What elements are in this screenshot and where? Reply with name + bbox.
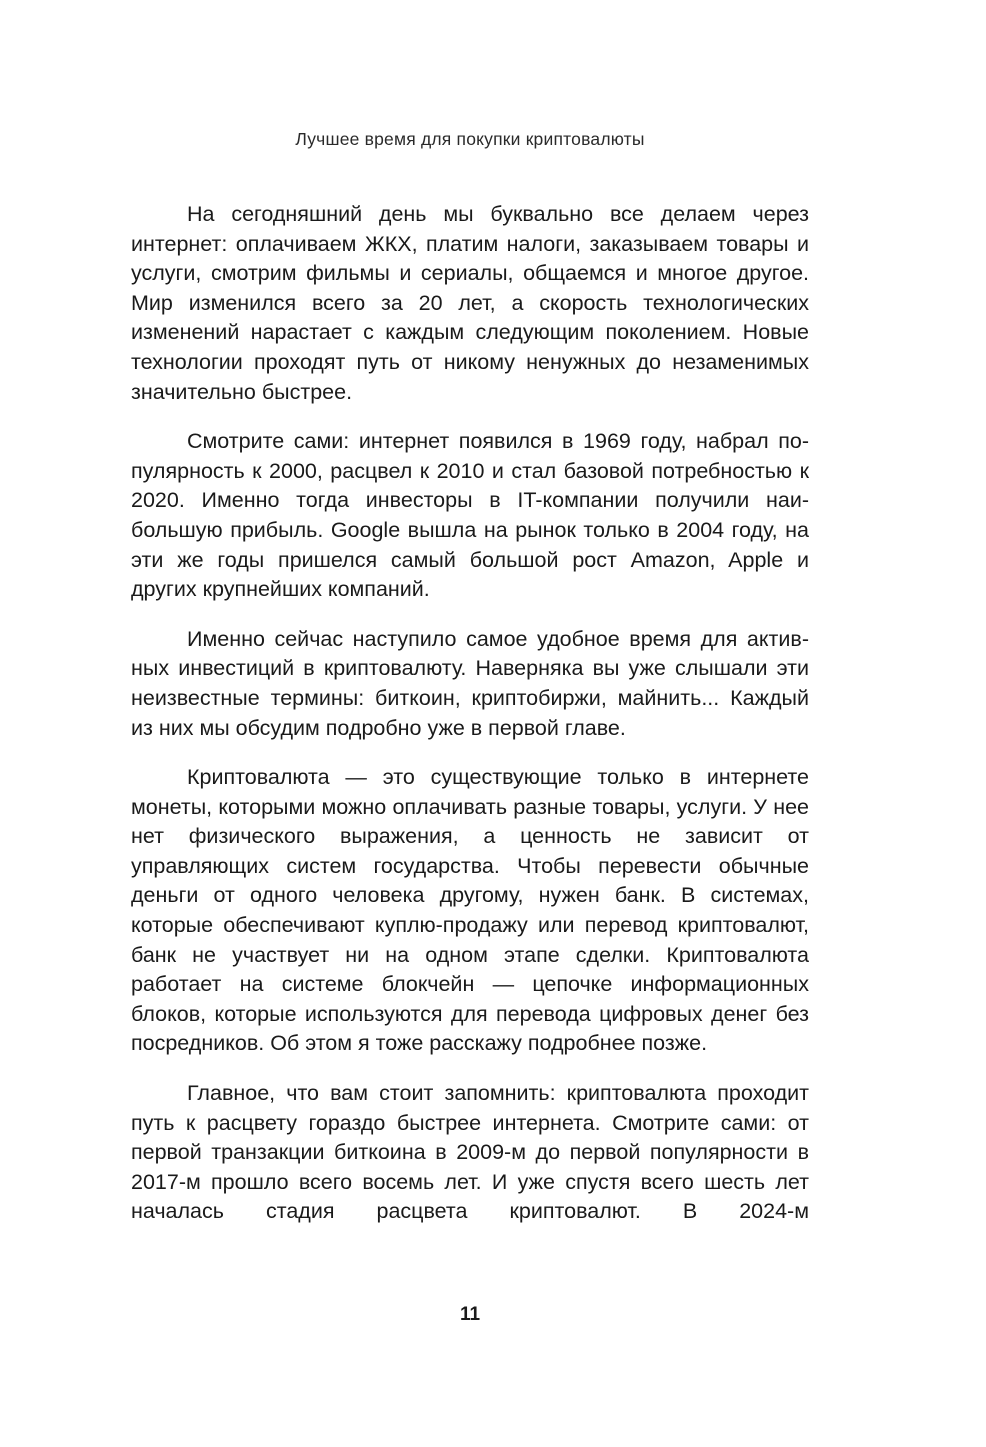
- body-text: [131, 200, 809, 1247]
- paragraph-1: На сегодняшний день мы буквально все делаем через интернет: оплачиваем ЖКХ, платим налоги, заказываем товары и услуги, смотрим фильмы и сериалы, общаемся и многое другое. Мир изменился всего за 20 лет, а скорость технологических изменений нарастает с каждым следующим поколением. Новые технологии проходят путь от никому ненужных до незаменимых значительно быстрее.: [131, 202, 809, 404]
- running-head: Лучшее время для покупки криптовалюты: [295, 129, 645, 149]
- paragraph-2: Смотрите сами: интернет появился в 1969 году, набрал популярность к 2000, расцвел к 2010 и стал базовой потребностью к 2020. Именно тогда инвесторы в IT-компании получили наибольшую прибыль. Google вышла на рынок только в 2004 году, на эти же годы пришелся самый большой рост Amazon, Apple и других крупнейших компаний.: [131, 429, 809, 602]
- page-number: 11: [459, 1304, 481, 1325]
- paragraph-5: Главное, что вам стоит запомнить: криптовалюта проходит путь к расцвету гораздо быстрее интернета. Смотрите сами: от первой транзакции биткоина в 2009-м до первой популярности в 2017-м прошло всего восемь лет. И уже спустя всего шесть лет началась стадия расцвета криптовалют. В 2024-м: [131, 1081, 809, 1224]
- paragraph-3: Именно сейчас наступило самое удобное время для активных инвестиций в криптовалюту. Наверняка вы уже слышали эти неизвестные термины: биткоин, криптобиржи, майнить... Каждый из них мы обсудим подробно уже в первой главе.: [131, 626, 809, 740]
- paragraph-4: Криптовалюта — это существующие только в интернете монеты, которыми можно оплачивать разные товары, услуги. У нее нет физического выражения, а ценность не зависит от управляющих систем государства. Чтобы перевести обычные деньги от одного человека другому, нужен банк. В системах, которые обеспечивают куплю-продажу или перевод криптовалют, банк не участвует ни на одном этапе сделки. Криптовалюта работает на системе блокчейн — цепочке информационных блоков, которые используются для перевода цифровых денег без посредников. Об этом я тоже расскажу подробнее позже.: [131, 765, 809, 1056]
